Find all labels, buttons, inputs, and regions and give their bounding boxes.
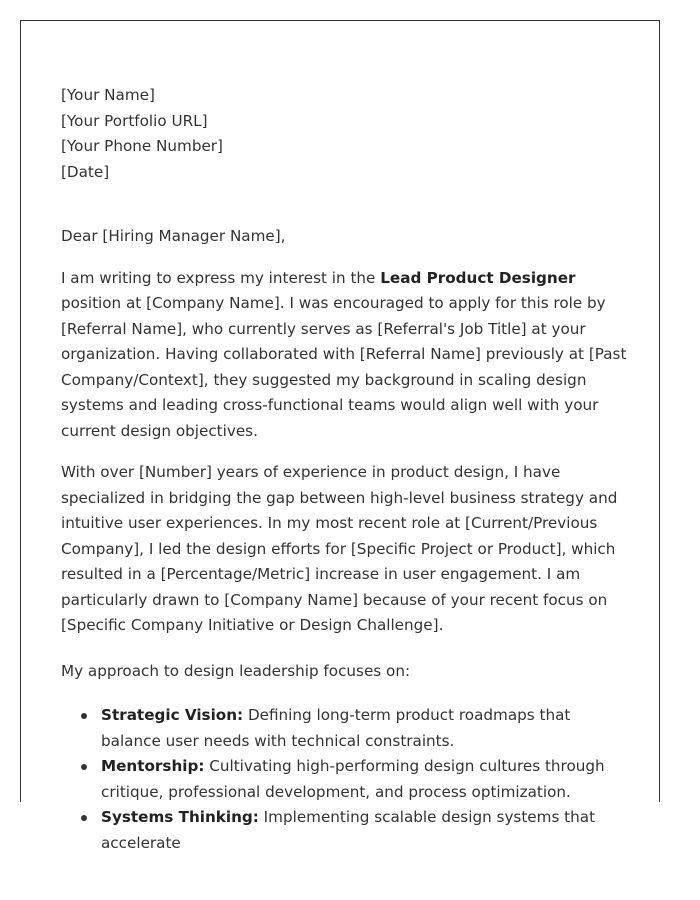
bullet-icon — [81, 815, 87, 821]
bullet-icon — [81, 713, 87, 719]
letter-date: [Date] — [61, 162, 110, 181]
approach-intro: My approach to design leadership focuses on: — [61, 661, 411, 680]
intro-paragraph — [61, 266, 627, 445]
salutation: Dear [Hiring Manager Name], — [61, 227, 286, 245]
focus-item-title: Strategic Vision: — [101, 706, 244, 724]
focus-item-text: Implementing scalable design systems that accelerate — [101, 808, 596, 852]
role-title: Lead Product Designer — [380, 268, 576, 287]
experience-paragraph: With over [Number] years of experience in product design, I have specialized in bridging the gap between high-level business strategy and intuitive user experiences. In my most recent role at [Current/Previous Company], I led the design efforts for [Specific Project or Product], which resulted in a [Percentage/Metric] increase in user engagement. I am particularly drawn to [Company Name] because of your recent focus on [Specific Company Initiative or Design Challenge]. — [61, 463, 618, 634]
focus-item-title: Mentorship: — [101, 757, 205, 775]
focus-item-text: Cultivating high-performing design cultures through critique, professional development, and process optimization. — [101, 757, 605, 801]
sender-phone-number: [Your Phone Number] — [61, 137, 223, 155]
letter-page — [20, 20, 660, 852]
intro-lead-text: I am writing to express my interest in the — [61, 268, 381, 287]
sender-block — [61, 83, 627, 185]
sender-name: [Your Name] — [61, 86, 155, 104]
bullet-icon — [81, 764, 87, 770]
list-item — [101, 805, 627, 856]
list-item — [101, 703, 627, 754]
focus-item-title: Systems Thinking: — [101, 808, 259, 826]
intro-rest-text: position at [Company Name]. I was encouraged to apply for this role by [Referral Name], who currently serves as [Referral's Job Title] at your organization. Having collaborated with [Referral Name] previously at [Past Company/Context], they suggested my background in scaling design systems and leading cross-functional teams would align well with your current design objectives. — [61, 294, 627, 440]
letter-content — [61, 83, 627, 856]
focus-item-text: Defining long-term product roadmaps that balance user needs with technical constraints. — [101, 706, 571, 750]
focus-list — [61, 703, 627, 856]
sender-portfolio-url: [Your Portfolio URL] — [61, 111, 208, 130]
list-item — [101, 754, 627, 805]
